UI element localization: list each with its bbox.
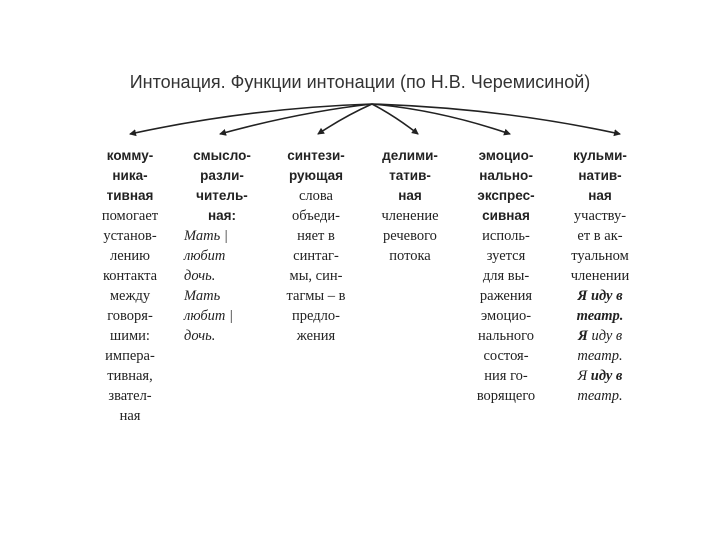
text-segment: дочь. (184, 328, 216, 344)
text-segment: Мать (184, 288, 221, 304)
heading-line: сивная (482, 208, 530, 223)
description-line (552, 206, 648, 226)
text-segment: установ- (103, 228, 157, 244)
description-line (552, 266, 648, 286)
heading-line: читель- (196, 188, 248, 203)
text-segment: помогает (101, 208, 159, 224)
text-segment: речевого (383, 228, 437, 244)
heading-line: ная (398, 188, 422, 203)
description-line (458, 286, 554, 306)
text-segment: говоря- (107, 308, 153, 324)
column-emotional-expressive (458, 146, 554, 406)
text-segment: дочь. (184, 268, 216, 284)
description-line (268, 326, 364, 346)
heading-line: натив- (578, 168, 622, 183)
description-line (458, 266, 554, 286)
description-line (84, 386, 176, 406)
heading-line: рующая (288, 168, 344, 183)
text-segment: туальном (571, 248, 629, 264)
text-segment: любит | (184, 308, 233, 324)
heading-line: делими- (382, 148, 438, 163)
description-line (552, 366, 648, 386)
description-line (84, 266, 176, 286)
heading-line: ная: (207, 208, 237, 223)
column-description (552, 206, 648, 406)
text-segment: импера- (105, 348, 155, 364)
heading-line: комму- (106, 148, 154, 163)
text-segment: членении (570, 268, 630, 284)
heading-line: ная (588, 188, 612, 203)
text-segment: ворящего (476, 388, 536, 404)
column-synthesizing (268, 146, 364, 346)
heading-line: нально- (479, 168, 533, 183)
description-line (184, 326, 268, 346)
text-segment: участву- (573, 208, 627, 224)
description-line (268, 206, 364, 226)
text-segment: между (109, 288, 151, 304)
description-line (364, 226, 456, 246)
description-line (552, 326, 648, 346)
heading-line: татив- (389, 168, 431, 183)
column-description (364, 206, 456, 266)
text-segment: Я иду в (577, 288, 623, 304)
column-heading (552, 146, 648, 206)
text-segment: слова (298, 188, 333, 204)
text-segment: тивная, (107, 368, 153, 384)
heading-line: смысло- (193, 148, 251, 163)
description-line (268, 306, 364, 326)
description-line (552, 346, 648, 366)
description-line (552, 246, 648, 266)
description-line (458, 346, 554, 366)
description-line (84, 326, 176, 346)
text-segment: предло- (292, 308, 340, 324)
column-heading (84, 146, 176, 206)
description-line (364, 206, 456, 226)
description-line (268, 266, 364, 286)
column-heading (176, 146, 268, 226)
heading-line: ника- (112, 168, 148, 183)
text-segment: театр. (577, 388, 623, 404)
text-segment: членение (381, 208, 439, 224)
column-description (176, 226, 268, 346)
text-segment: ния го- (484, 368, 528, 384)
column-description (84, 206, 176, 426)
description-line (552, 386, 648, 406)
description-line (268, 186, 364, 206)
column-description (458, 226, 554, 406)
column-communicative (84, 146, 176, 426)
text-segment: театр. (577, 348, 623, 364)
description-line (84, 306, 176, 326)
description-line (268, 286, 364, 306)
description-line (84, 286, 176, 306)
description-line (184, 246, 268, 266)
text-segment: ная (119, 408, 141, 424)
text-segment: Я (577, 328, 588, 344)
text-segment: объеди- (292, 208, 340, 224)
description-line (458, 306, 554, 326)
description-line (364, 246, 456, 266)
text-segment: ражения (479, 288, 533, 304)
heading-line: эмоцио- (478, 148, 534, 163)
text-segment: потока (389, 248, 431, 264)
text-segment: Мать | (184, 228, 228, 244)
arrow-3 (318, 104, 372, 134)
description-line (552, 226, 648, 246)
description-line (268, 246, 364, 266)
page-title: Интонация. Функции интонации (по Н.В. Черемисиной) (129, 72, 591, 92)
description-line (458, 326, 554, 346)
text-segment: шими: (110, 328, 150, 344)
description-line (458, 226, 554, 246)
description-line (458, 366, 554, 386)
heading-line: разли- (200, 168, 244, 183)
column-meaning-distinguishing (176, 146, 268, 346)
description-line (84, 226, 176, 246)
text-segment: исполь- (482, 228, 530, 244)
text-segment: ет в ак- (577, 228, 623, 244)
text-segment: няет в (297, 228, 335, 244)
description-line (458, 386, 554, 406)
description-line (184, 286, 268, 306)
text-segment: иду в (587, 328, 623, 344)
description-line (552, 286, 648, 306)
description-line (184, 266, 268, 286)
description-line (84, 366, 176, 386)
description-line (458, 246, 554, 266)
text-segment: контакта (102, 268, 158, 284)
heading-line: тивная (106, 188, 154, 203)
heading-line: экспрес- (477, 188, 535, 203)
description-line (184, 306, 268, 326)
column-heading (268, 146, 364, 186)
text-segment: синтаг- (293, 248, 339, 264)
heading-line: синтези- (287, 148, 345, 163)
description-line (84, 406, 176, 426)
column-heading (364, 146, 456, 206)
text-segment: нального (477, 328, 535, 344)
text-segment: Я (577, 368, 591, 384)
description-line (268, 226, 364, 246)
description-line (84, 246, 176, 266)
description-line (84, 346, 176, 366)
column-delimitative (364, 146, 456, 266)
text-segment: любит (184, 248, 226, 264)
heading-line: кульми- (573, 148, 627, 163)
text-segment: жения (296, 328, 336, 344)
text-segment: для вы- (482, 268, 530, 284)
description-line (552, 306, 648, 326)
text-segment: эмоцио- (480, 308, 532, 324)
text-segment: звател- (108, 388, 152, 404)
text-segment: состоя- (483, 348, 529, 364)
column-description (268, 186, 364, 346)
column-heading (458, 146, 554, 226)
text-segment: театр. (576, 308, 624, 324)
text-segment: зуется (486, 248, 526, 264)
column-culminative (552, 146, 648, 406)
text-segment: иду в (590, 368, 623, 384)
description-line (184, 226, 268, 246)
description-line (84, 206, 176, 226)
text-segment: тагмы – в (286, 288, 346, 304)
text-segment: мы, син- (289, 268, 343, 284)
text-segment: лению (109, 248, 151, 264)
